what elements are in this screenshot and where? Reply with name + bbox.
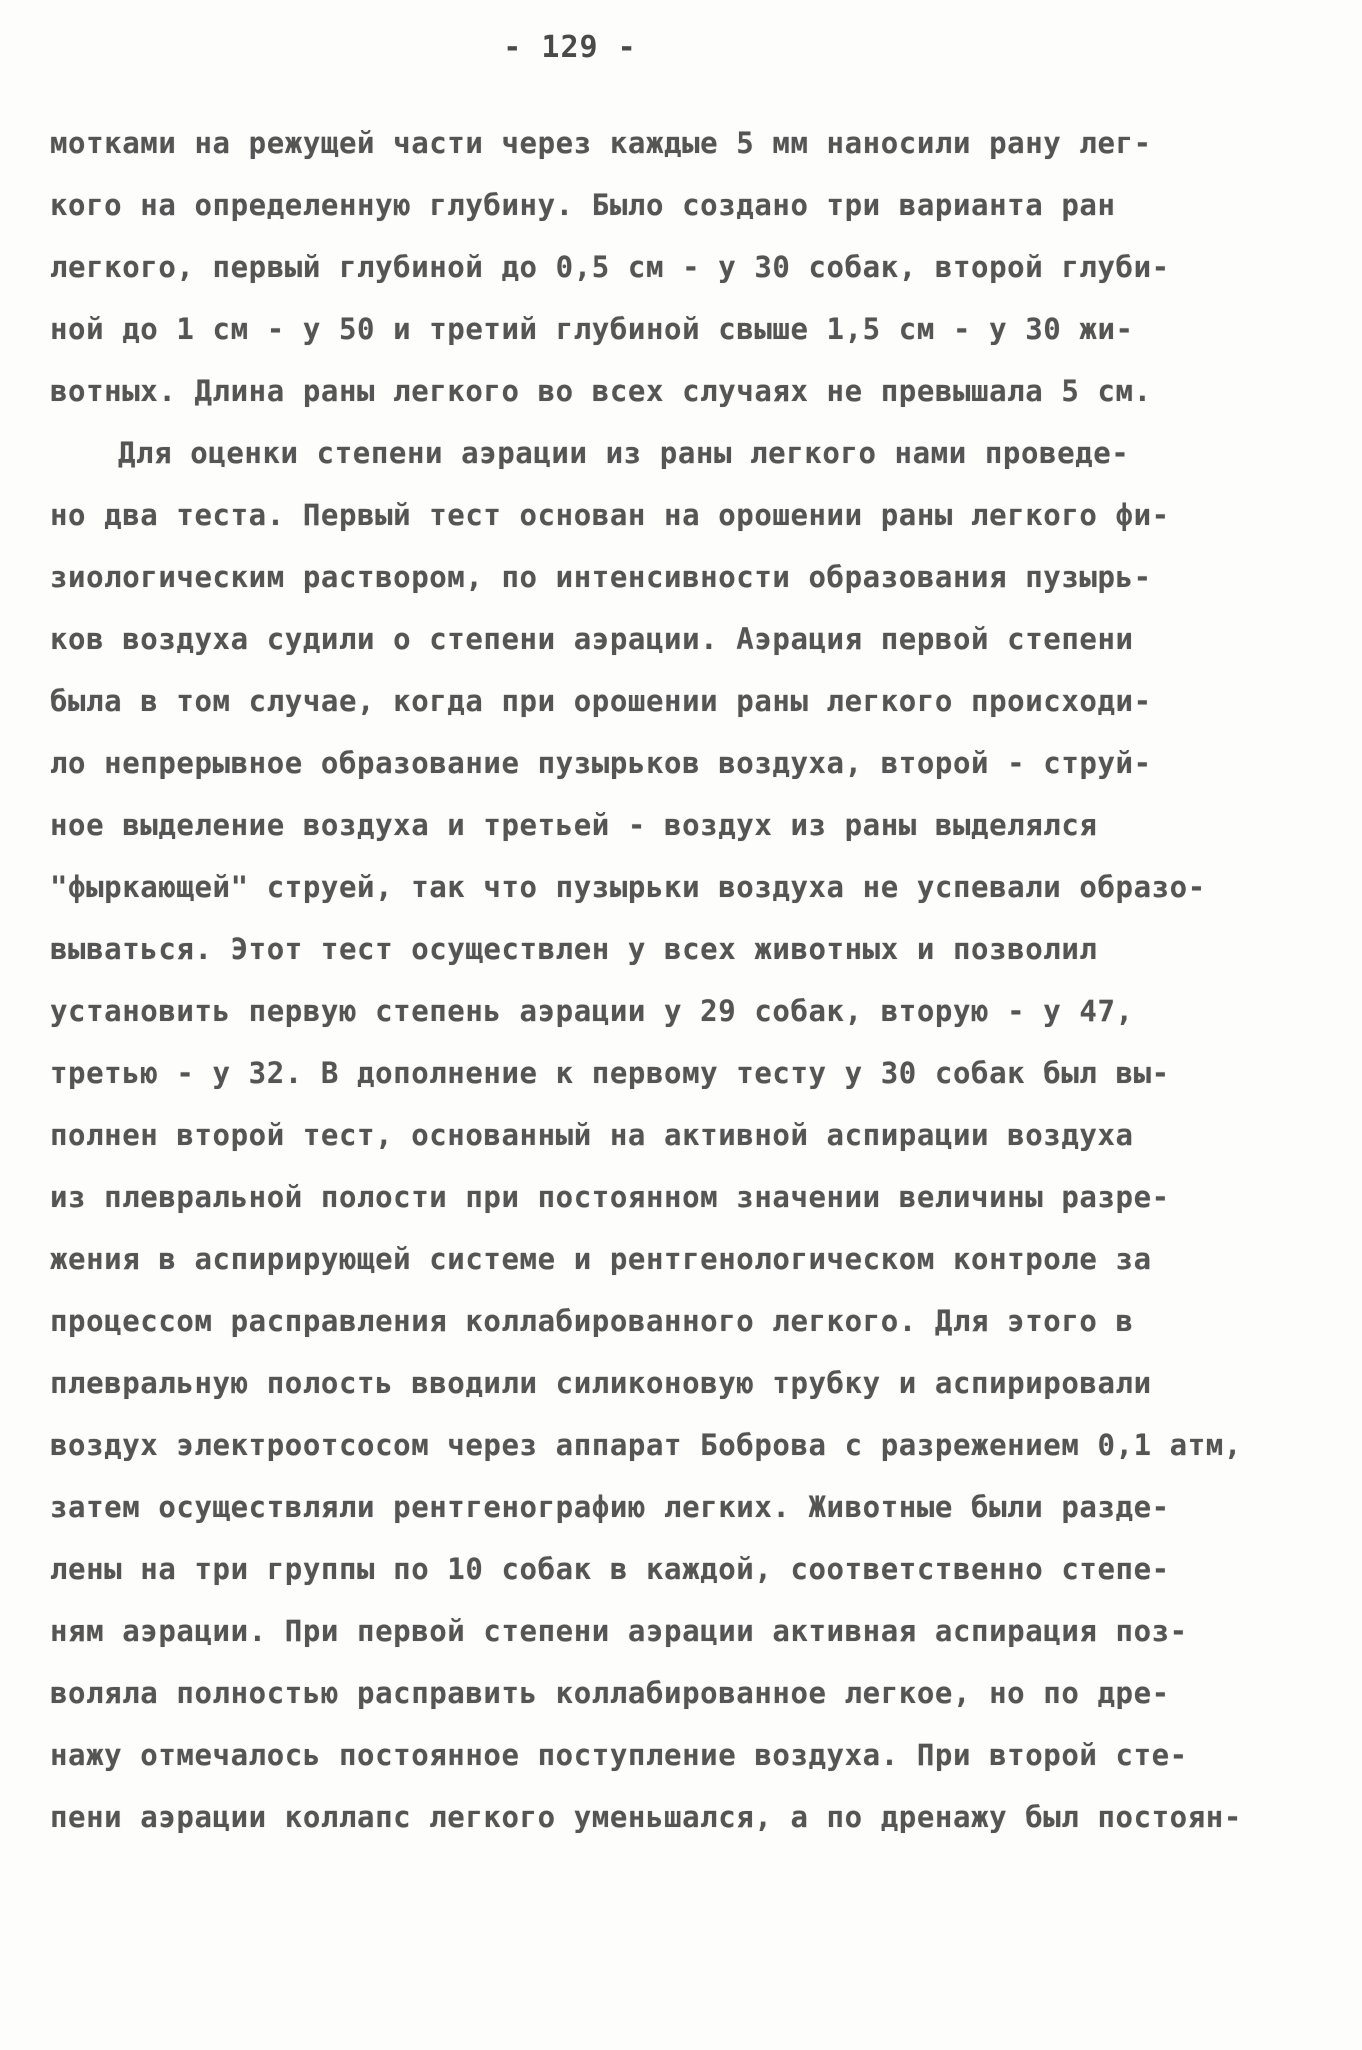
text-line: полнен второй тест, основанный на активной аспирации воздуха: [50, 1118, 1134, 1152]
text-line: "фыркающей" струей, так что пузырьки воздуха не успевали образо-: [50, 870, 1206, 904]
text-line: плевральную полость вводили силиконовую трубку и аспирировали: [50, 1366, 1152, 1400]
text-line: нажу отмечалось постоянное поступление воздуха. При второй сте-: [50, 1738, 1188, 1772]
text-line: Для оценки степени аэрации из раны легкого нами проведе-: [118, 436, 1130, 470]
body-text: [50, 112, 1320, 1848]
text-line: кого на определенную глубину. Было создано три варианта ран: [50, 188, 1116, 222]
text-line: воляла полностью расправить коллабированное легкое, но по дре-: [50, 1676, 1170, 1710]
text-line: мотками на режущей части через каждые 5 мм наносили рану лег-: [50, 126, 1152, 160]
text-line: ням аэрации. При первой степени аэрации активная аспирация поз-: [50, 1614, 1188, 1648]
text-line: лены на три группы по 10 собак в каждой, соответственно степе-: [50, 1552, 1170, 1586]
text-line: вотных. Длина раны легкого во всех случаях не превышала 5 см.: [50, 374, 1152, 408]
text-line: ков воздуха судили о степени аэрации. Аэрация первой степени: [50, 622, 1134, 656]
text-line: но два теста. Первый тест основан на орошении раны легкого фи-: [50, 498, 1170, 532]
text-line: легкого, первый глубиной до 0,5 см - у 30 собак, второй глуби-: [50, 250, 1170, 284]
text-line: ло непрерывное образование пузырьков воздуха, второй - струй-: [50, 746, 1152, 780]
text-line: из плевральной полости при постоянном значении величины разре-: [50, 1180, 1170, 1214]
text-line: была в том случае, когда при орошении раны легкого происходи-: [50, 684, 1152, 718]
text-line: процессом расправления коллабированного легкого. Для этого в: [50, 1304, 1134, 1338]
text-line: третью - у 32. В дополнение к первому тесту у 30 собак был вы-: [50, 1056, 1170, 1090]
text-line: пени аэрации коллапс легкого уменьшался, а по дренажу был постоян-: [50, 1800, 1242, 1834]
text-line: вываться. Этот тест осуществлен у всех животных и позволил: [50, 932, 1098, 966]
text-line: зиологическим раствором, по интенсивности образования пузырь-: [50, 560, 1152, 594]
text-line: установить первую степень аэрации у 29 собак, вторую - у 47,: [50, 994, 1134, 1028]
text-line: затем осуществляли рентгенографию легких. Животные были разде-: [50, 1490, 1170, 1524]
text-line: ной до 1 см - у 50 и третий глубиной свыше 1,5 см - у 30 жи-: [50, 312, 1134, 346]
text-line: воздух электроотсосом через аппарат Боброва с разрежением 0,1 атм,: [50, 1428, 1242, 1462]
text-line: ное выделение воздуха и третьей - воздух из раны выделялся: [50, 808, 1098, 842]
page-number: - 129 -: [503, 30, 637, 65]
text-line: жения в аспирирующей системе и рентгенологическом контроле за: [50, 1242, 1152, 1276]
